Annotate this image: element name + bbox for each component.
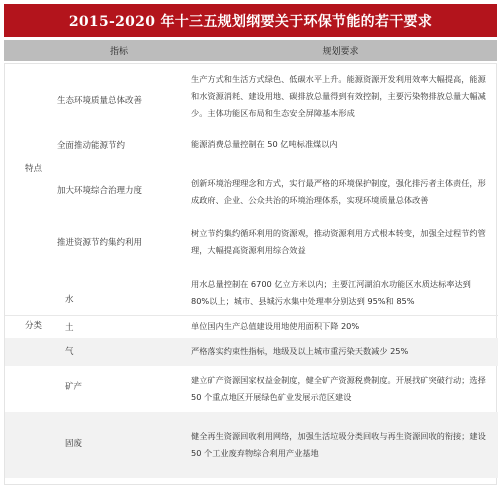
row-requirement: 单位国内生产总值建设用地使用面积下降 20% xyxy=(191,321,360,331)
row-indicator: 土 xyxy=(65,323,74,333)
group-label-features: 特点 xyxy=(25,164,43,174)
row-indicator: 加大环境综合治理力度 xyxy=(57,186,143,196)
table-row xyxy=(5,222,498,262)
row-requirement: 树立节约集约循环利用的资源观，推动资源利用方式根本转变，加强全过程节约管理，大幅提高资源利用综合效益 xyxy=(191,228,486,255)
group-label-categories: 分类 xyxy=(25,321,43,331)
table-row xyxy=(5,412,498,478)
row-requirement: 用水总量控制在 6700 亿立方米以内；主要江河湖泊水功能区水质达标率达到 80%以上；城市、县城污水集中处理率分别达到 95%和 85% xyxy=(191,279,471,306)
table-row xyxy=(5,172,498,212)
table-row xyxy=(5,134,498,156)
table-row xyxy=(5,366,498,412)
page-title: 2015-2020 年十三五规划纲要关于环保节能的若干要求 xyxy=(4,4,497,37)
row-indicator: 全面推动能源节约 xyxy=(57,141,126,151)
row-indicator: 水 xyxy=(65,295,74,305)
row-indicator: 气 xyxy=(65,347,74,357)
row-requirement: 能源消费总量控制在 50 亿吨标准煤以内 xyxy=(191,139,338,149)
row-requirement: 生产方式和生活方式绿色、低碳水平上升。能源资源开发利用效率大幅提高，能源和水资源消耗、建设用地、碳排放总量得到有效控制，主要污染物排放总量大幅减少。主体功能区布局和生态安全屏障基本形成 xyxy=(191,74,486,118)
row-requirement: 创新环境治理理念和方式，实行最严格的环境保护制度，强化排污者主体责任，形成政府、企业、公众共治的环境治理体系，实现环境质量总体改善 xyxy=(191,178,486,205)
row-requirement: 严格落实约束性指标，地级及以上城市重污染天数减少 25% xyxy=(191,346,409,356)
header-requirement: 规划要求 xyxy=(322,47,359,57)
row-indicator: 矿产 xyxy=(65,382,83,392)
table-row xyxy=(5,274,498,312)
row-indicator: 推进资源节约集约利用 xyxy=(57,238,143,248)
table-row xyxy=(5,64,498,129)
row-requirement: 健全再生资源回收利用网络，加强生活垃圾分类回收与再生资源回收的衔接；建设 50 个工业废弃物综合利用产业基地 xyxy=(191,431,486,458)
row-indicator: 固废 xyxy=(65,439,83,449)
table-row xyxy=(5,338,498,366)
row-requirement: 建立矿产资源国家权益金制度，健全矿产资源税费制度。开展找矿突破行动；选择 50 个重点地区开展绿色矿业发展示范区建设 xyxy=(191,375,486,402)
requirements-table xyxy=(4,63,497,485)
header-indicator: 指标 xyxy=(109,47,128,57)
table-row xyxy=(5,316,498,338)
table-header xyxy=(4,40,497,61)
row-indicator: 生态环境质量总体改善 xyxy=(57,96,143,106)
